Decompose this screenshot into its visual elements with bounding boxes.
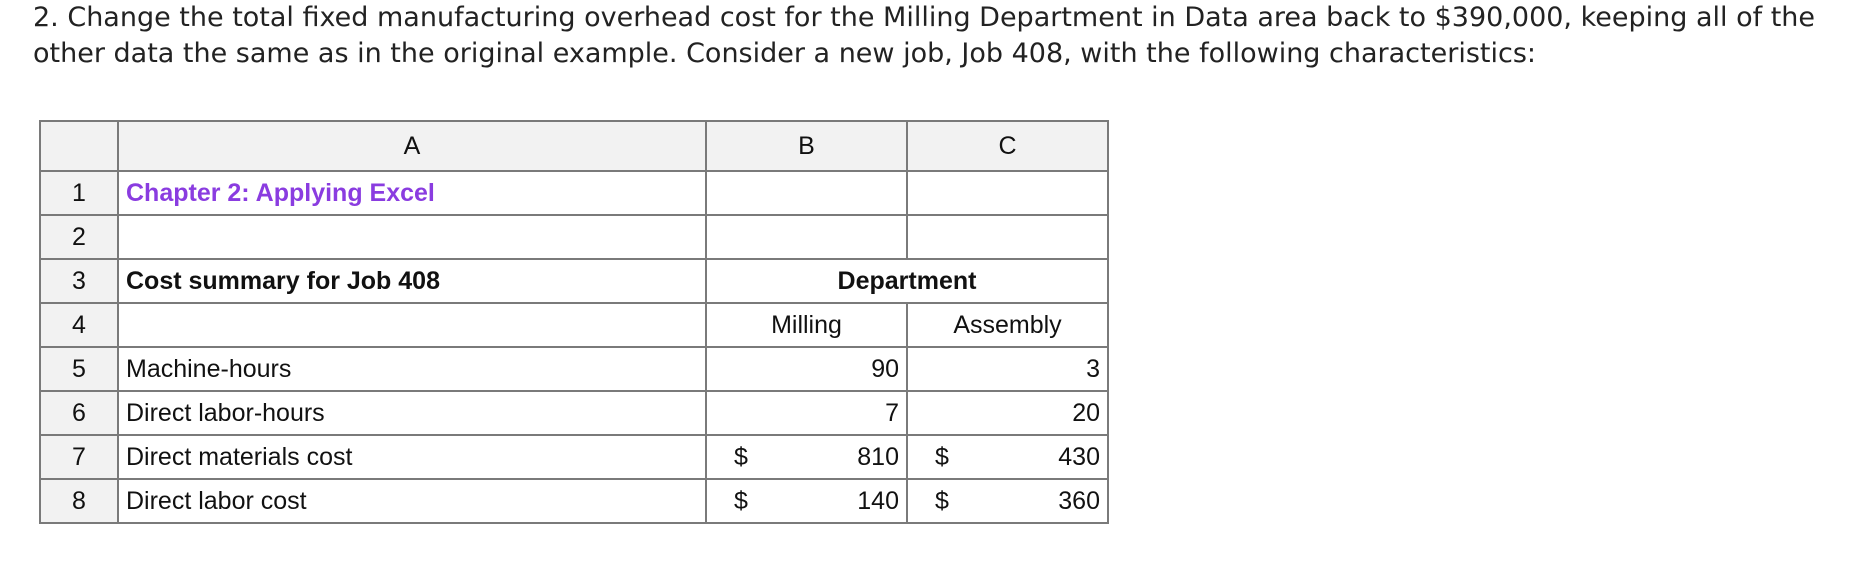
table-row	[40, 391, 1108, 435]
table-row	[40, 435, 1108, 479]
currency-symbol: $	[935, 442, 949, 471]
column-header-row	[40, 121, 1108, 171]
row-number: 6	[40, 391, 118, 435]
cell-c2	[907, 215, 1108, 259]
assembly-value-cell	[907, 435, 1108, 479]
assembly-value: 430	[1058, 442, 1100, 471]
table-row	[40, 303, 1108, 347]
milling-value-cell	[706, 435, 907, 479]
row-number: 7	[40, 435, 118, 479]
department-header: Department	[706, 259, 1108, 303]
table-row	[40, 347, 1108, 391]
row-label: Direct labor cost	[118, 479, 706, 523]
currency-symbol: $	[935, 486, 949, 515]
question-text	[33, 0, 1853, 72]
assembly-header: Assembly	[907, 303, 1108, 347]
currency-symbol: $	[734, 486, 748, 515]
column-header-b: B	[706, 121, 907, 171]
corner-cell	[40, 121, 118, 171]
question-line-1: 2. Change the total fixed manufacturing overhead cost for the Milling Department in Data area back to $390,000, keeping all of the	[33, 2, 1816, 33]
row-number: 3	[40, 259, 118, 303]
row-label: Direct labor-hours	[118, 391, 706, 435]
cell-b2	[706, 215, 907, 259]
assembly-value: 20	[907, 391, 1108, 435]
milling-value: 90	[706, 347, 907, 391]
currency-symbol: $	[734, 442, 748, 471]
milling-header: Milling	[706, 303, 907, 347]
spreadsheet-table	[39, 120, 1109, 524]
table-row	[40, 259, 1108, 303]
cell-a2	[118, 215, 706, 259]
row-label: Direct materials cost	[118, 435, 706, 479]
assembly-value: 3	[907, 347, 1108, 391]
row-number: 8	[40, 479, 118, 523]
table-row	[40, 479, 1108, 523]
row-number: 1	[40, 171, 118, 215]
row-label: Machine-hours	[118, 347, 706, 391]
cost-summary-label: Cost summary for Job 408	[118, 259, 706, 303]
milling-value: 810	[857, 442, 899, 471]
cell-c1	[907, 171, 1108, 215]
assembly-value-cell	[907, 479, 1108, 523]
row-number: 2	[40, 215, 118, 259]
assembly-value: 360	[1058, 486, 1100, 515]
question-line-2: other data the same as in the original example. Consider a new job, Job 408, with the following characteristics:	[33, 38, 1536, 69]
milling-value: 140	[857, 486, 899, 515]
table-row	[40, 171, 1108, 215]
row-number: 4	[40, 303, 118, 347]
milling-value-cell	[706, 479, 907, 523]
row-number: 5	[40, 347, 118, 391]
cell-b1	[706, 171, 907, 215]
column-header-c: C	[907, 121, 1108, 171]
sheet-title-cell: Chapter 2: Applying Excel	[118, 171, 706, 215]
cell-a4	[118, 303, 706, 347]
table-row	[40, 215, 1108, 259]
milling-value: 7	[706, 391, 907, 435]
column-header-a: A	[118, 121, 706, 171]
